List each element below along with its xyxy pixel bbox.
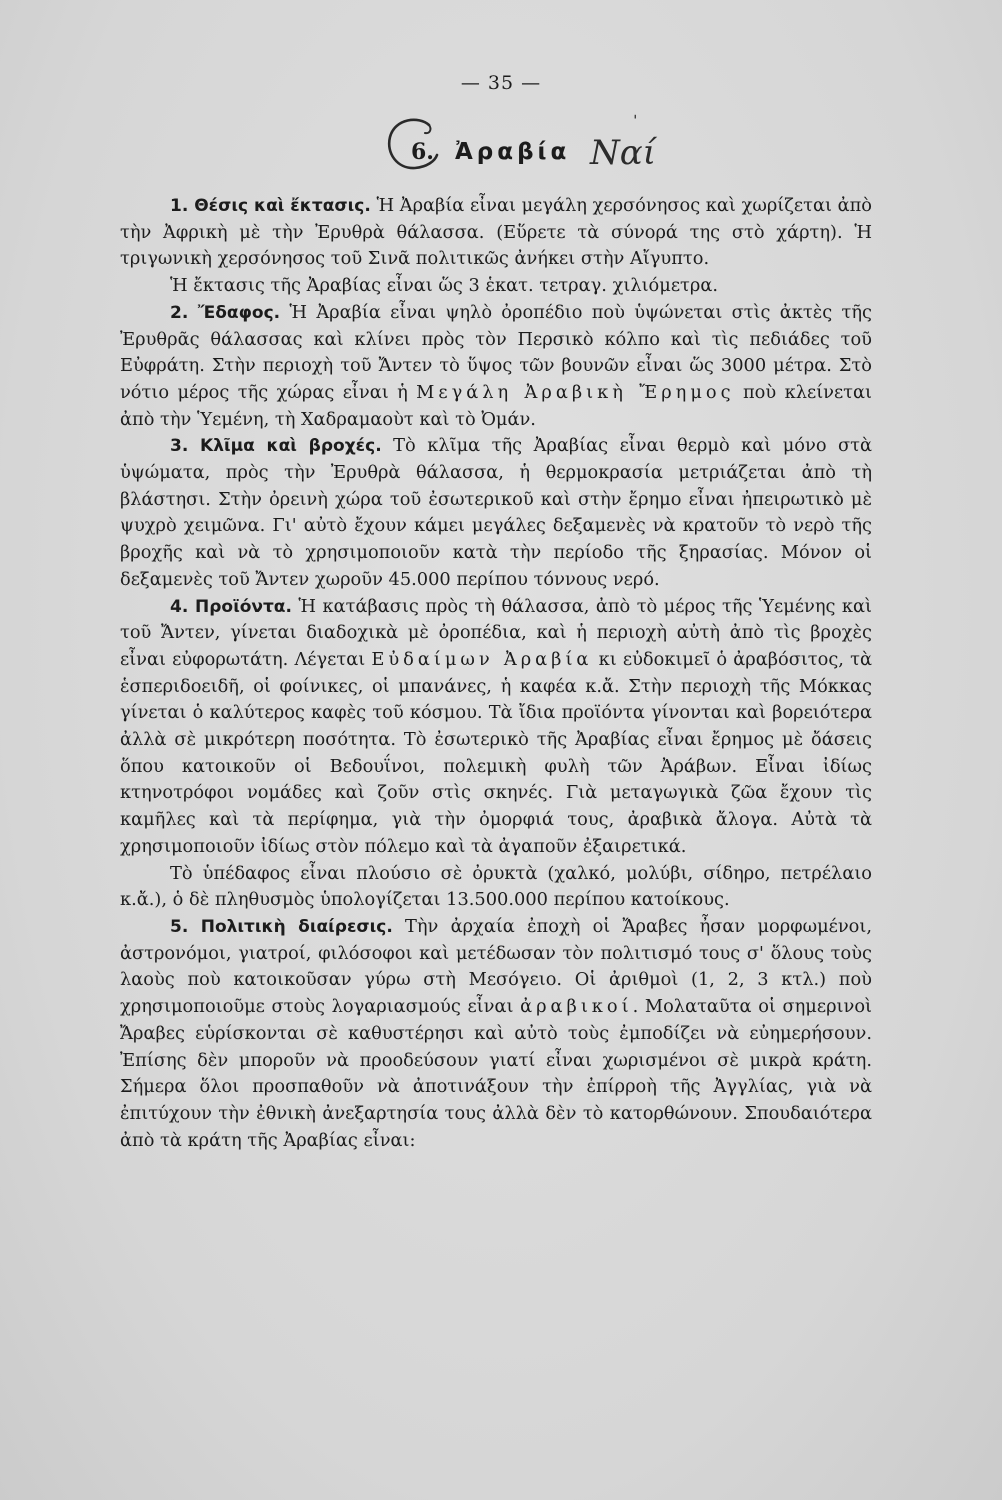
- handwritten-accent-mark: ˈ: [633, 112, 638, 131]
- section-4-title: 4. Προϊόντα.: [170, 596, 292, 617]
- section-4-paragraph: [120, 594, 872, 861]
- chapter-number: 6.: [411, 139, 434, 165]
- section-5-text-a: Τὴν ἀρχαία ἐποχὴ οἱ Ἄραβες ἦσαν μορφωμένοι, ἀστρονόμοι, γιατροί, φιλόσοφοι καὶ μετέδωσαν τὸν πολιτισμό τους σ' ὅλους τοὺς λαοὺς ποὺ κατοικοῦσαν γύρω στὴ Μεσόγειο. Οἱ ἀριθμοὶ (1, 2, 3 κτλ.) ποὺ χρησιμοποιοῦμε στοὺς λογαριασμούς εἶναι: [120, 915, 873, 1018]
- section-2-title: 2. Ἔδαφος.: [170, 302, 281, 323]
- section-1-title: 1. Θέσις καὶ ἔκτασις.: [170, 196, 371, 216]
- section-3-paragraph: [120, 433, 872, 593]
- section-4-subsoil-paragraph: Τὸ ὑπέδαφος εἶναι πλούσιο σὲ ὀρυκτὰ (χαλκό, μολύβι, σίδηρο, πετρέλαιο κ.ἄ.), ὁ δὲ πληθυσμὸς ὑπολογίζεται 13.500.000 περίπου κατοίκους.: [120, 862, 872, 911]
- section-2-text-a: Ἡ Ἀραβία εἶναι ψηλὸ ὀροπέδιο ποὺ ὑψώνεται στὶς ἀκτὲς τῆς Ἐρυθρᾶς θάλασσας καὶ κλίνει πρὸς τὸν Περσικὸ κόλπο καὶ τὶς πεδιάδες τοῦ Εὐφράτη. Στὴν περιοχὴ τοῦ Ἄντεν τὸ ὕψος τῶν βουνῶν εἶναι ὥς 3000 μέτρα. Στὸ νότιο μέρος τῆς χώρας εἶναι ἡ: [120, 301, 872, 403]
- section-2-text-b: ποὺ κλείνεται ἀπὸ τὴν Ὑεμένη, τὴ Χαδραμαοὺτ καὶ τὸ Ὀμάν.: [120, 381, 873, 430]
- section-5-text-b: . Μολαταῦτα οἱ σημερινοὶ Ἄραβες εὑρίσκονται σὲ καθυστέρησι καὶ αὐτὸ τοὺς ἐμποδίζει νὰ εὐημερήσουν. Ἐπίσης δὲν μποροῦν νὰ προοδεύσουν γιατί εἶναι χωρισμένοι σὲ μικρὰ κράτη. Σήμερα ὅλοι προσπαθοῦν νὰ ἀποτινάξουν τὴν ἐπίρροὴ τῆς Ἀγγλίας, γιὰ νὰ ἐπιτύχουν τὴν ἐθνικὴ ἀνεξαρτησία τους ἀλλὰ δὲν τὸ κατορθώνουν. Σπουδαιότερα ἀπὸ τὰ κράτη τῆς Ἀραβίας εἶναι:: [120, 996, 872, 1151]
- section-1-area-paragraph: Ἡ ἔκτασις τῆς Ἀραβίας εἶναι ὥς 3 ἑκατ. τετραγ. χιλιόμετρα.: [170, 275, 718, 297]
- section-3-text: Τὸ κλῖμα τῆς Ἀραβίας εἶναι θερμὸ καὶ μόνο στὰ ὑψώματα, πρὸς τὴν Ἐρυθρὰ θάλασσα, ἡ θερμοκρασία μετριάζεται ἀπὸ τὴ βλάστησι. Στὴν ὀρεινὴ χώρα τοῦ ἐσωτερικοῦ καὶ στὴν ἔρημο εἶναι ἠπειρωτικὸ μὲ ψυχρὸ χειμῶνα. Γι' αὐτὸ ἔχουν κάμει μεγάλες δεξαμενὲς νὰ κρατοῦν τὸ νερὸ τῆς βροχῆς καὶ νὰ τὸ χρησιμοποιοῦν κατὰ τὴν περίοδο τῆς ξηρασίας. Μόνον οἱ δεξαμενὲς τοῦ Ἄντεν χωροῦν 45.000 περίπου τόννους νερό.: [120, 435, 873, 590]
- section-2-spaced-term: Μεγάλη Ἀραβικὴ Ἔρημος: [416, 381, 735, 403]
- chapter-title: Ἀραβία: [455, 139, 571, 165]
- section-5-paragraph: [120, 914, 872, 1154]
- handwritten-note: Ναί: [590, 133, 657, 173]
- section-4-spaced-term: Εὐδαίμων Ἀραβία: [371, 648, 593, 670]
- section-1-text: Ἡ Ἀραβία εἶναι μεγάλη χερσόνησος καὶ χωρίζεται ἀπὸ τὴν Ἀφρικὴ μὲ τὴν Ἐρυθρὰ θάλασσα. (Εὕρετε τὰ σύνορά της στὸ χάρτη). Ἡ τριγωνικὴ χερσόνησος τοῦ Σινᾶ πολιτικῶς ἀνήκει στὴν Αἴγυπτο.: [120, 195, 872, 270]
- section-2-paragraph: [120, 300, 872, 434]
- section-1-paragraph: [120, 193, 872, 273]
- body-text: [120, 193, 872, 1154]
- page-number: — 35 —: [460, 72, 542, 94]
- chapter-heading: [385, 112, 745, 185]
- section-4-text-a: Ἡ κατάβασις πρὸς τὴ θάλασσα, ἀπὸ τὸ μέρος τῆς Ὑεμένης καὶ τοῦ Ἄντεν, γίνεται διαδοχικὰ μὲ ὀροπέδια, καὶ ἡ περιοχὴ αὐτὴ ἀπὸ τὶς βροχὲς εἶναι εὐφορωτάτη. Λέγεται: [120, 595, 872, 670]
- section-5-title: 5. Πολιτικὴ διαίρεσις.: [170, 916, 393, 937]
- section-4-text-b: κι εὐδοκιμεῖ ὁ ἀραβόσιτος, τὰ ἑσπεριδοειδῆ, οἱ φοίνικες, οἱ μπανάνες, ἡ καφέα κ.ἄ. Στὴν περιοχὴ τῆς Μόκκας γίνεται ὁ καλύτερος καφὲς τοῦ κόσμου. Τὰ ἴδια προϊόντα γίνονται καὶ βορειότερα ἀλλὰ σὲ μικρότερη ποσότητα. Τὸ ἐσωτερικὸ τῆς Ἀραβίας εἶναι ἔρημος μὲ ὄάσεις ὅπου κατοικοῦν οἱ Βεδουΐνοι, πολεμικὴ φυλὴ τῶν Ἀράβων. Εἶναι ἰδίως κτηνοτρόφοι νομάδες καὶ ζοῦν στὶς σκηνές. Γιὰ μεταγωγικὰ ζῶα ἔχουν τὶς καμῆλες καὶ τὰ περίφημα, γιὰ τὴν ὀμορφιά τους, ἀραβικὰ ἄλογα. Αὐτὰ τὰ χρησιμοποιοῦν ἰδίως στὸν πόλεμο καὶ τὰ ἀγαποῦν ἐξαιρετικά.: [120, 648, 872, 857]
- section-3-title: 3. Κλῖμα καὶ βροχές.: [170, 436, 382, 457]
- section-5-spaced-term: ἀραβικοί: [520, 996, 633, 1018]
